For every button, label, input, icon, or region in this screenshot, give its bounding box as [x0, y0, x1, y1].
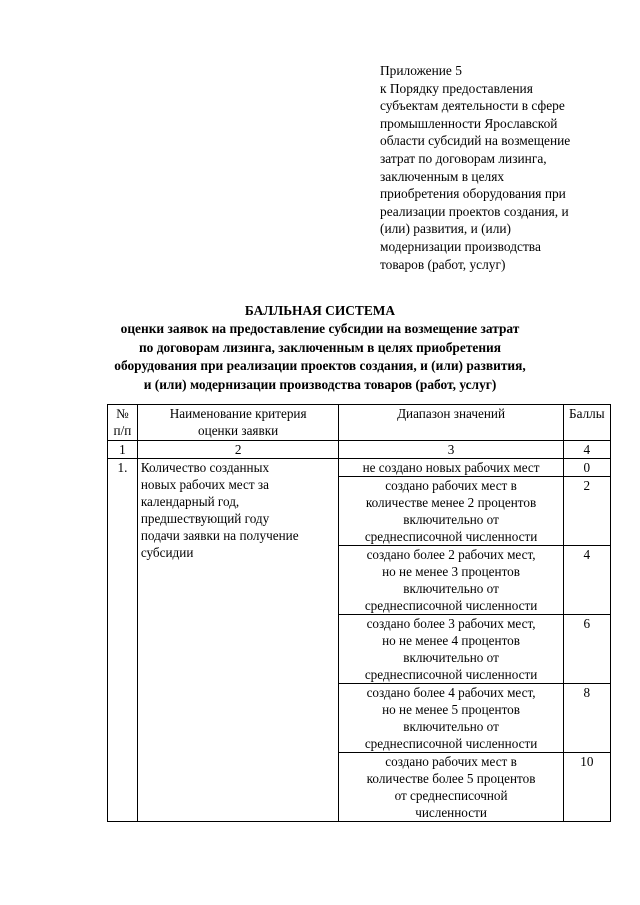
criterion-name: Количество созданных новых рабочих мест за календарный год, предшествующий году подачи заявки на получение субсидии — [137, 459, 339, 822]
title-line: и (или) модернизации производства товаров (работ, услуг) — [143, 376, 497, 392]
appendix-line: модернизации производства — [380, 238, 541, 254]
score-cell: 8 — [563, 684, 610, 753]
range-cell: создано рабочих мест в количестве менее 2 процентов включительно от среднесписочной численности — [339, 477, 563, 546]
appendix-line: области субсидий на возмещение — [380, 133, 571, 149]
column-index: 4 — [563, 441, 610, 459]
range-cell: создано рабочих мест в количестве более 5 процентов от среднесписочной численности — [339, 753, 563, 822]
document-title — [96, 302, 544, 394]
table-row — [108, 459, 611, 477]
table-header-row — [108, 405, 611, 441]
column-index: 1 — [108, 441, 138, 459]
appendix-line: затрат по договорам лизинга, — [380, 150, 547, 166]
score-cell: 4 — [563, 546, 610, 615]
appendix-line: промышленности Ярославской — [380, 115, 558, 131]
title-line: оборудования при реализации проектов создания, и (или) развития, — [114, 358, 526, 374]
title-line: по договорам лизинга, заключенным в целях приобретения — [138, 339, 502, 355]
range-cell: создано более 3 рабочих мест, но не менее 4 процентов включительно от среднесписочной численности — [339, 615, 563, 684]
appendix-note — [380, 62, 610, 273]
appendix-line: реализации проектов создания, и — [380, 203, 569, 219]
column-index: 3 — [339, 441, 563, 459]
title-line: оценки заявок на предоставление субсидии на возмещение затрат — [120, 321, 520, 337]
header-num: № п/п — [108, 405, 138, 441]
appendix-line: приобретения оборудования при — [380, 186, 566, 202]
header-score: Баллы — [563, 405, 610, 441]
appendix-line: (или) развития, и (или) — [380, 221, 512, 237]
range-cell: не создано новых рабочих мест — [339, 459, 563, 477]
header-criterion-name: Наименование критерия оценки заявки — [137, 405, 339, 441]
column-index-row — [108, 441, 611, 459]
appendix-line: субъектам деятельности в сфере — [380, 98, 565, 114]
score-cell: 6 — [563, 615, 610, 684]
appendix-line: к Порядку предоставления — [380, 80, 533, 96]
score-cell: 2 — [563, 477, 610, 546]
column-index: 2 — [137, 441, 339, 459]
scoring-table — [107, 404, 611, 822]
range-cell: создано более 4 рабочих мест, но не менее 5 процентов включительно от среднесписочной численности — [339, 684, 563, 753]
score-cell: 0 — [563, 459, 610, 477]
title-heading: БАЛЛЬНАЯ СИСТЕМА — [244, 303, 396, 318]
range-cell: создано более 2 рабочих мест, но не менее 3 процентов включительно от среднесписочной численности — [339, 546, 563, 615]
appendix-line: Приложение 5 — [380, 63, 462, 78]
appendix-line: заключенным в целях — [380, 168, 505, 184]
score-cell: 10 — [563, 753, 610, 822]
criterion-number: 1. — [108, 459, 138, 822]
appendix-line: товаров (работ, услуг) — [380, 256, 506, 272]
header-range: Диапазон значений — [339, 405, 563, 441]
